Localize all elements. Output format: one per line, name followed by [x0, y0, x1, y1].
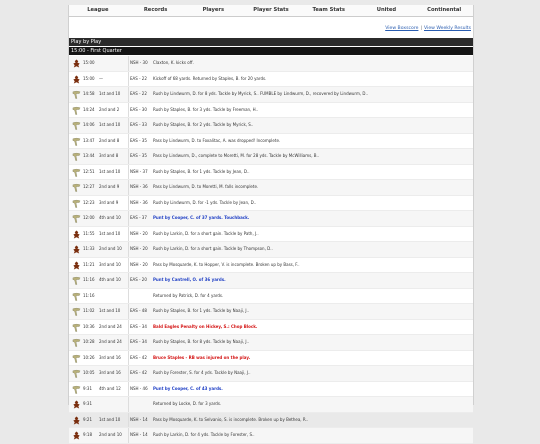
play-time: 11:16 — [83, 277, 95, 282]
play-description: Rush by Staples, B. for 2 yds. Tackle by Myrick, S.. — [153, 122, 254, 127]
link-separator: | — [420, 26, 422, 31]
eagles-logo-icon — [72, 276, 81, 285]
play-down: 3rd and 16 — [99, 370, 121, 375]
play-time: 11:02 — [83, 308, 95, 313]
nav-united[interactable]: United — [376, 7, 397, 13]
eagles-logo-icon — [72, 90, 81, 99]
play-spot: EAS - 35 — [130, 137, 147, 143]
column-divider — [128, 382, 129, 397]
play-by-play-header: Play by Play — [69, 38, 473, 46]
play-spot: EAS - 48 — [130, 308, 147, 313]
play-time: 9:18 — [83, 432, 92, 437]
nashville-logo-icon — [72, 416, 81, 425]
play-down: 1st and 10 — [99, 416, 121, 422]
play-row — [69, 72, 473, 88]
nav-player-stats[interactable]: Player Stats — [253, 7, 289, 13]
column-divider — [128, 428, 129, 443]
eagles-logo-icon — [72, 369, 81, 378]
nashville-logo-icon — [72, 431, 81, 440]
eagles-logo-icon — [72, 183, 81, 192]
column-divider — [128, 413, 129, 428]
play-row — [69, 242, 473, 258]
play-description: Rush by Forester, S. for 4 yds. Tackle by Naaji, J.. — [153, 370, 251, 375]
play-row — [69, 351, 473, 367]
play-row — [69, 196, 473, 212]
play-time: 11:33 — [83, 246, 95, 251]
play-description: Returned by Locke, D. for 3 yards. — [153, 401, 222, 406]
play-row — [69, 87, 473, 103]
play-list — [69, 56, 473, 444]
play-spot: EAS - 37 — [130, 215, 147, 220]
play-description: Rush by Staples, B. for 8 yds. Tackle by Naaji, J.. — [153, 339, 250, 344]
column-divider — [128, 397, 129, 412]
nav-continental[interactable]: Continental — [427, 7, 462, 13]
play-description: Rush by Lindwurm, D. for -1 yds. Tackle by Jean, D.. — [153, 199, 257, 205]
play-description: Rush by Larkin, D. for 4 yds. Tackle by Forester, S.. — [153, 432, 255, 437]
column-divider — [128, 304, 129, 319]
play-description: Punt by Cooper, C. of 37 yards. Touchback. — [153, 215, 250, 220]
play-time: 12:00 — [83, 215, 95, 220]
eagles-logo-icon — [72, 354, 81, 363]
play-description: Rush by Staples, B. for 1 yds. Tackle by Naaji, J.. — [153, 308, 250, 313]
play-spot: EAS - 22 — [130, 91, 147, 96]
column-divider — [128, 196, 129, 211]
play-time: 14:58 — [83, 91, 95, 96]
column-divider — [128, 56, 129, 71]
play-description: Pass by Lindwurm, D. to Foxalitac, A. was dropped! Incomplete. — [153, 137, 281, 143]
play-row — [69, 366, 473, 382]
play-row — [69, 428, 473, 444]
nashville-logo-icon — [72, 245, 81, 254]
play-down: — — [99, 75, 103, 81]
eagles-logo-icon — [72, 199, 81, 208]
eagles-logo-icon — [72, 121, 81, 130]
play-spot: NSH - 14 — [130, 432, 148, 437]
eagles-logo-icon — [72, 307, 81, 316]
play-spot: NSH - 30 — [130, 60, 148, 65]
eagles-logo-icon — [72, 137, 81, 146]
play-time: 10:36 — [83, 323, 95, 329]
play-down: 3rd and 8 — [99, 153, 119, 158]
top-nav — [69, 5, 473, 17]
play-row — [69, 382, 473, 398]
column-divider — [128, 258, 129, 273]
column-divider — [128, 273, 129, 288]
play-spot: NSH - 46 — [130, 385, 148, 391]
play-description: Rush by Lindwurm, D. for 8 yds. Tackle by Myrick, S.. FUMBLE by Lindwurm, D., recovered by Lindwurm, D.. — [153, 91, 369, 96]
eagles-logo-icon — [72, 385, 81, 394]
column-divider — [128, 149, 129, 164]
play-description: Pass by Lindwurm, D., complete to Moretti, M. for 28 yds. Tackle by McWilliams, B.. — [153, 153, 320, 158]
play-spot: EAS - 34 — [130, 339, 147, 344]
play-down: 1st and 10 — [99, 122, 121, 127]
play-row — [69, 335, 473, 351]
play-down: 1st and 10 — [99, 91, 121, 96]
column-divider — [128, 72, 129, 87]
play-spot: NSH - 20 — [130, 230, 148, 236]
column-divider — [128, 211, 129, 226]
play-description: Pass by Mosquarde, K. to Hopper, V. is incomplete. Broken up by Bass, F.. — [153, 261, 300, 267]
nashville-logo-icon — [72, 230, 81, 239]
play-description: Returned by Patrick, D. for 4 yards. — [153, 292, 224, 298]
page — [68, 5, 474, 437]
eagles-logo-icon — [72, 168, 81, 177]
play-row — [69, 180, 473, 196]
play-row — [69, 134, 473, 150]
play-down: 2nd and 2 — [99, 106, 120, 112]
play-down: 2nd and 10 — [99, 432, 122, 437]
play-spot: NSH - 14 — [130, 416, 148, 422]
play-time: 12:27 — [83, 184, 95, 189]
column-divider — [128, 87, 129, 102]
play-description: Bald Eagles Penalty on Hickey, S.: Chop Block. — [153, 323, 258, 329]
play-time: 11:21 — [83, 261, 95, 267]
play-down: 1st and 10 — [99, 230, 121, 236]
nashville-logo-icon — [72, 59, 81, 68]
play-spot: EAS - 42 — [130, 370, 147, 375]
play-down: 2nd and 8 — [99, 137, 120, 143]
column-divider — [128, 366, 129, 381]
eagles-logo-icon — [72, 214, 81, 223]
result-links — [385, 26, 471, 31]
play-row — [69, 103, 473, 119]
play-row — [69, 320, 473, 336]
column-divider — [128, 118, 129, 133]
play-row — [69, 149, 473, 165]
play-down: 4th and 10 — [99, 215, 121, 220]
play-down: 2nd and 10 — [99, 246, 122, 251]
play-down: 4th and 10 — [99, 277, 121, 282]
play-description: Rush by Staples, B. for 1 yds. Tackle by Jean, D.. — [153, 168, 250, 174]
play-time: 9:31 — [83, 401, 92, 406]
play-time: 12:23 — [83, 199, 95, 205]
eagles-logo-icon — [72, 106, 81, 115]
play-spot: EAS - 20 — [130, 277, 147, 282]
play-row — [69, 118, 473, 134]
play-spot: NSH - 36 — [130, 199, 148, 205]
play-time: 14:24 — [83, 106, 95, 112]
play-down: 3rd and 10 — [99, 261, 121, 267]
play-time: 10:05 — [83, 370, 95, 375]
column-divider — [128, 320, 129, 335]
nav-team-stats[interactable]: Team Stats — [312, 7, 345, 13]
play-description: Rush by Staples, B. for 3 yds. Tackle by Freeman, H.. — [153, 106, 259, 112]
eagles-logo-icon — [72, 292, 81, 301]
play-spot: EAS - 42 — [130, 354, 147, 360]
play-row — [69, 289, 473, 305]
play-down: 2nd and 24 — [99, 323, 122, 329]
play-description: Bruce Staples - RB was injured on the play. — [153, 354, 251, 360]
play-time: 9:31 — [83, 385, 92, 391]
play-time: 13:44 — [83, 153, 95, 158]
play-row — [69, 211, 473, 227]
play-time: 13:47 — [83, 137, 95, 143]
column-divider — [128, 335, 129, 350]
nashville-logo-icon — [72, 261, 81, 270]
play-description: Punt by Cooper, C. of 43 yards. — [153, 385, 223, 391]
play-down: 2nd and 9 — [99, 184, 120, 189]
play-down: 1st and 10 — [99, 308, 121, 313]
play-row — [69, 413, 473, 429]
play-down: 3rd and 16 — [99, 354, 121, 360]
column-divider — [128, 227, 129, 242]
play-description: Pass by Mosquarde, K. to Selvanio, S. is incomplete. Broken up by Bethea, R.. — [153, 416, 309, 422]
play-time: 14:06 — [83, 122, 95, 127]
column-divider — [128, 165, 129, 180]
play-spot: NSH - 36 — [130, 184, 148, 189]
play-row — [69, 304, 473, 320]
play-time: 15:00 — [83, 60, 95, 65]
column-divider — [128, 180, 129, 195]
play-spot: EAS - 35 — [130, 153, 147, 158]
eagles-logo-icon — [72, 152, 81, 161]
column-divider — [128, 134, 129, 149]
play-time: 12:51 — [83, 168, 95, 174]
play-time: 11:16 — [83, 292, 95, 298]
play-time: 10:28 — [83, 339, 95, 344]
play-spot: NSH - 20 — [130, 261, 148, 267]
play-time: 15:00 — [83, 75, 95, 81]
play-row — [69, 227, 473, 243]
play-description: Rush by Larkin, D. for a short gain. Tackle by Thompson, D.. — [153, 246, 273, 251]
column-divider — [128, 103, 129, 118]
play-description: Pass by Lindwurm, D. to Moretti, M. falls incomplete. — [153, 184, 259, 189]
play-down: 4th and 12 — [99, 385, 121, 391]
nashville-logo-icon — [72, 75, 81, 84]
play-time: 10:26 — [83, 354, 95, 360]
column-divider — [128, 289, 129, 304]
play-description: Claxton, K. kicks off. — [153, 60, 194, 65]
play-spot: EAS - 30 — [130, 106, 147, 112]
nav-players[interactable]: Players — [202, 7, 225, 13]
play-description: Kickoff of 68 yards. Returned by Staples, B. for 20 yards. — [153, 75, 267, 81]
play-time: 9:21 — [83, 416, 92, 422]
play-row — [69, 258, 473, 274]
play-row — [69, 56, 473, 72]
play-down: 1st and 10 — [99, 168, 121, 174]
play-row — [69, 165, 473, 181]
column-divider — [128, 242, 129, 257]
play-spot: EAS - 22 — [130, 75, 147, 81]
play-spot: NSH - 20 — [130, 246, 148, 251]
column-divider — [128, 351, 129, 366]
view-boxscore-link[interactable]: View Boxscore — [385, 26, 419, 31]
play-row — [69, 273, 473, 289]
play-time: 11:55 — [83, 230, 95, 236]
nav-records[interactable]: Records — [143, 7, 168, 13]
play-down: 2nd and 24 — [99, 339, 122, 344]
view-weekly-results-link[interactable]: View Weekly Results — [424, 26, 471, 31]
play-description: Punt by Cantrell, O. of 36 yards. — [153, 277, 226, 282]
quarter-header: 15:00 - First Quarter — [69, 47, 473, 55]
eagles-logo-icon — [72, 323, 81, 332]
play-spot: NSH - 37 — [130, 168, 148, 174]
eagles-logo-icon — [72, 338, 81, 347]
play-description: Rush by Larkin, D. for a short gain. Tackle by Path, J.. — [153, 230, 259, 236]
nav-league[interactable]: League — [87, 7, 109, 13]
play-spot: EAS - 33 — [130, 122, 147, 127]
play-down: 3rd and 9 — [99, 199, 119, 205]
play-spot: EAS - 34 — [130, 323, 147, 329]
